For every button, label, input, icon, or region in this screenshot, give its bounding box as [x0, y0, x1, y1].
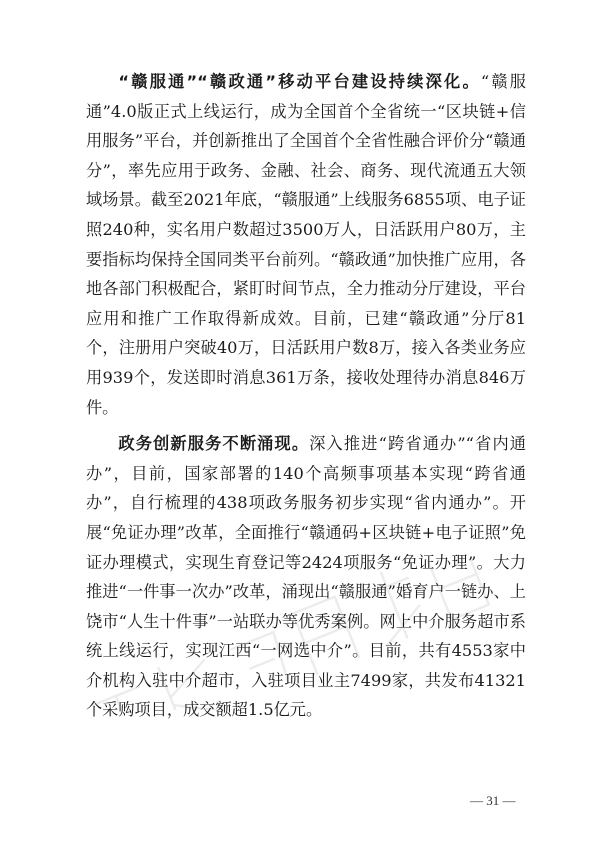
page-number: — 31 — [470, 793, 516, 808]
document-body [86, 67, 526, 725]
paragraph-heading: 政务创新服务不断涌现。 [118, 434, 310, 454]
paragraph-gan-platforms [86, 67, 526, 422]
paragraph-text: 深入推进“跨省通办”“省内通办”，目前，国家部署的140个高频事项基本实现“跨省通办”，自行梳理的438项政务服务初步实现“省内通办”。开展“免证办理”改革，全面推行“赣通码+区块链+电子证照”免证办理模式，实现生育登记等2424项服务“免证办理”。大力推进“一件事一次办”改革，涌现出“赣服通”婚育户一链办、上饶市“人生十件事”一站联办等优秀案例。网上中介服务超市系统上线运行，实现江西“一网选中介”。目前，共有4553家中介机构入驻中介超市，入驻项目业主7499家，共发布41321个采购项目，成交额超1.5亿元。 [86, 434, 526, 720]
paragraph-text: “赣服通”4.0版正式上线运行，成为全国首个全省统一“区块链+信用服务”平台，并创新推出了全国首个全省性融合评价分“赣通分”，率先应用于政务、金融、社会、商务、现代流通五大领域场景。截至2021年底，“赣服通”上线服务6855项、电子证照240种，实名用户数超过3500万人，日活跃用户80万，主要指标均保持全国同类平台前列。“赣政通”加快推广应用，各地各部门积极配合，紧盯时间节点，全力推动分厅建设，平台应用和推广工作取得新成效。目前，已建“赣政通”分厅81个，注册用户突破40万，日活跃用户数8万，接入各类业务应用939个，发送即时消息361万条，接收处理待办消息846万件。 [86, 72, 526, 417]
paragraph-gov-innovation [86, 429, 526, 725]
paragraph-heading: “赣服通”“赣政通”移动平台建设持续深化。 [118, 72, 481, 91]
